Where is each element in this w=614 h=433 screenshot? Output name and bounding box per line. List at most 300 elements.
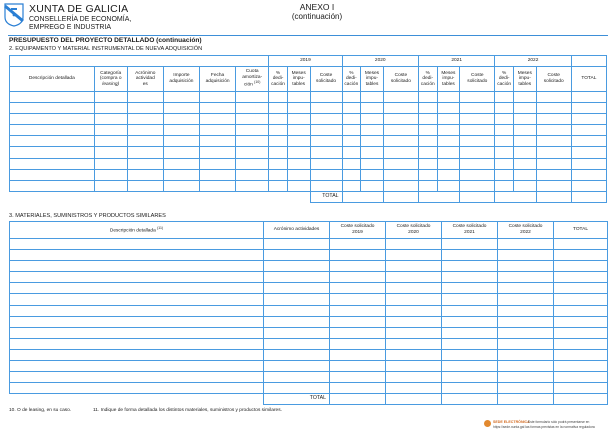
form-cell[interactable] [498,239,554,250]
form-cell[interactable] [163,103,199,114]
form-cell[interactable] [498,283,554,294]
form-cell[interactable] [554,283,608,294]
form-cell[interactable] [10,158,95,169]
form-cell[interactable] [269,180,288,191]
form-cell[interactable] [442,316,498,327]
form-cell[interactable] [10,180,95,191]
form-cell[interactable] [513,147,536,158]
form-cell[interactable] [554,338,608,349]
form-cell[interactable] [287,103,310,114]
col-description: Descripción detallada [10,67,95,92]
form-cell[interactable] [127,147,163,158]
form-cell[interactable] [94,125,127,136]
form-cell[interactable] [264,372,330,383]
form-cell[interactable] [127,103,163,114]
total-cell[interactable] [386,394,442,405]
form-cell[interactable] [418,169,437,180]
total-cell[interactable] [342,191,383,202]
form-cell[interactable] [342,180,361,191]
form-cell[interactable] [498,372,554,383]
form-cell[interactable] [383,103,418,114]
form-cell[interactable] [498,305,554,316]
form-cell[interactable] [163,158,199,169]
form-cell[interactable] [310,147,342,158]
col-pct-2020: % dedi- cación [342,67,361,92]
form-cell[interactable] [442,283,498,294]
form-cell[interactable] [163,114,199,125]
form-cell[interactable] [127,136,163,147]
total-cell[interactable] [383,191,418,202]
form-cell[interactable] [94,147,127,158]
form-cell[interactable] [287,180,310,191]
form-cell[interactable] [383,169,418,180]
col-amount: Importe adquisición [163,67,199,92]
form-cell[interactable] [383,147,418,158]
form-cell[interactable] [330,327,386,338]
form-cell[interactable] [342,114,361,125]
form-cell[interactable] [200,169,236,180]
form-cell[interactable] [571,136,606,147]
form-cell[interactable] [437,147,460,158]
form-cell[interactable] [330,305,386,316]
form-cell[interactable] [554,316,608,327]
form-cell[interactable] [442,372,498,383]
form-cell[interactable] [571,169,606,180]
form-cell[interactable] [361,92,384,103]
form-cell[interactable] [418,92,437,103]
form-cell[interactable] [536,114,571,125]
form-cell[interactable] [361,158,384,169]
form-cell[interactable] [269,169,288,180]
form-cell[interactable] [437,136,460,147]
form-cell[interactable] [536,147,571,158]
form-cell[interactable] [386,239,442,250]
form-cell[interactable] [383,158,418,169]
form-cell[interactable] [442,349,498,360]
form-cell[interactable] [10,261,264,272]
form-cell[interactable] [330,283,386,294]
form-cell[interactable] [10,349,264,360]
form-cell[interactable] [264,261,330,272]
form-cell[interactable] [200,92,236,103]
form-cell[interactable] [554,383,608,394]
form-cell[interactable] [460,125,495,136]
form-cell[interactable] [498,361,554,372]
form-cell[interactable] [495,158,514,169]
form-cell[interactable] [264,383,330,394]
form-cell[interactable] [10,147,95,158]
form-cell[interactable] [460,114,495,125]
form-cell[interactable] [418,158,437,169]
stamp-brand: SEDE ELECTRÓNICA [493,420,530,424]
form-cell[interactable] [287,125,310,136]
form-cell[interactable] [269,103,288,114]
form-cell[interactable] [386,294,442,305]
form-cell[interactable] [571,180,606,191]
table-row [10,169,607,180]
form-cell[interactable] [310,114,342,125]
form-cell[interactable] [163,92,199,103]
form-cell[interactable] [418,103,437,114]
form-cell[interactable] [442,250,498,261]
form-cell[interactable] [437,158,460,169]
form-cell[interactable] [361,147,384,158]
form-cell[interactable] [127,169,163,180]
form-cell[interactable] [269,114,288,125]
form-cell[interactable] [418,180,437,191]
form-cell[interactable] [498,383,554,394]
form-cell[interactable] [310,103,342,114]
form-cell[interactable] [361,180,384,191]
form-cell[interactable] [287,92,310,103]
form-cell[interactable] [361,169,384,180]
form-cell[interactable] [342,169,361,180]
form-cell[interactable] [513,114,536,125]
total-cell[interactable] [495,191,536,202]
form-cell[interactable] [571,158,606,169]
form-cell[interactable] [442,327,498,338]
form-cell[interactable] [310,125,342,136]
form-cell[interactable] [236,169,269,180]
form-cell[interactable] [236,158,269,169]
form-cell[interactable] [554,239,608,250]
form-cell[interactable] [264,283,330,294]
form-cell[interactable] [342,147,361,158]
form-cell[interactable] [554,294,608,305]
form-cell[interactable] [418,125,437,136]
form-cell[interactable] [94,158,127,169]
form-cell[interactable] [513,136,536,147]
form-cell[interactable] [127,158,163,169]
form-cell[interactable] [10,294,264,305]
form-cell[interactable] [442,272,498,283]
form-cell[interactable] [498,349,554,360]
form-cell[interactable] [495,125,514,136]
form-cell[interactable] [264,327,330,338]
form-cell[interactable] [342,136,361,147]
form-cell[interactable] [554,349,608,360]
form-cell[interactable] [10,316,264,327]
form-cell[interactable] [513,92,536,103]
form-cell[interactable] [536,158,571,169]
form-cell[interactable] [200,180,236,191]
form-cell[interactable] [386,349,442,360]
form-cell[interactable] [10,169,95,180]
table-row [10,283,608,294]
form-cell[interactable] [442,261,498,272]
form-cell[interactable] [495,136,514,147]
form-cell[interactable] [383,180,418,191]
form-cell[interactable] [513,180,536,191]
form-cell[interactable] [554,361,608,372]
form-cell[interactable] [342,158,361,169]
form-cell[interactable] [536,103,571,114]
form-cell[interactable] [554,327,608,338]
table-row [10,239,608,250]
form-cell[interactable] [264,250,330,261]
form-cell[interactable] [386,327,442,338]
form-cell[interactable] [310,136,342,147]
form-cell[interactable] [554,261,608,272]
col-category: Categoría (compra o leasing) [94,67,127,92]
form-cell[interactable] [269,125,288,136]
form-cell[interactable] [442,338,498,349]
form-cell[interactable] [498,327,554,338]
form-cell[interactable] [264,272,330,283]
form-cell[interactable] [287,136,310,147]
form-cell[interactable] [264,305,330,316]
form-cell[interactable] [571,114,606,125]
form-cell[interactable] [571,103,606,114]
form-cell[interactable] [442,383,498,394]
form-cell[interactable] [163,180,199,191]
form-cell[interactable] [269,136,288,147]
form-cell[interactable] [495,92,514,103]
form-cell[interactable] [10,383,264,394]
form-cell[interactable] [236,92,269,103]
form-cell[interactable] [536,169,571,180]
form-cell[interactable] [498,338,554,349]
form-cell[interactable] [498,261,554,272]
form-cell[interactable] [10,114,95,125]
form-cell[interactable] [386,261,442,272]
form-cell[interactable] [437,92,460,103]
year-header-2021: 2021 [418,56,494,67]
form-cell[interactable] [513,169,536,180]
form-cell[interactable] [460,103,495,114]
total-cell[interactable] [460,191,495,202]
form-cell[interactable] [94,169,127,180]
form-cell[interactable] [264,349,330,360]
total-cell[interactable] [330,394,386,405]
form-cell[interactable] [442,239,498,250]
form-cell[interactable] [571,125,606,136]
section-title: PRESUPUESTO DEL PROYECTO DETALLADO (continuación) [9,37,202,44]
form-cell[interactable] [330,338,386,349]
form-cell[interactable] [310,169,342,180]
form-cell[interactable] [264,361,330,372]
form-cell[interactable] [460,169,495,180]
form-cell[interactable] [386,250,442,261]
form-cell[interactable] [200,114,236,125]
form-cell[interactable] [513,158,536,169]
form-cell[interactable] [287,147,310,158]
total-cell[interactable] [498,394,554,405]
col-pct-2019: % dedi- cación [269,67,288,92]
form-cell[interactable] [236,114,269,125]
form-cell[interactable] [442,305,498,316]
form-cell[interactable] [386,383,442,394]
stamp-text-1: Este formulario sólo podrá presentarse en [528,420,590,424]
form-cell[interactable] [495,114,514,125]
form-cell[interactable] [383,125,418,136]
form-cell[interactable] [163,125,199,136]
form-cell[interactable] [330,272,386,283]
form-cell[interactable] [330,316,386,327]
form-cell[interactable] [536,125,571,136]
form-cell[interactable] [361,136,384,147]
form-cell[interactable] [163,136,199,147]
form-cell[interactable] [386,272,442,283]
form-cell[interactable] [10,338,264,349]
form-cell[interactable] [330,361,386,372]
form-cell[interactable] [330,383,386,394]
form-cell[interactable] [310,92,342,103]
form-cell[interactable] [554,250,608,261]
form-cell[interactable] [513,125,536,136]
form-cell[interactable] [94,103,127,114]
form-cell[interactable] [269,158,288,169]
form-cell[interactable] [264,338,330,349]
form-cell[interactable] [264,316,330,327]
form-cell[interactable] [571,92,606,103]
form-cell[interactable] [10,272,264,283]
form-cell[interactable] [264,239,330,250]
form-cell[interactable] [127,92,163,103]
form-cell[interactable] [495,180,514,191]
form-cell[interactable] [127,180,163,191]
form-cell[interactable] [383,136,418,147]
form-cell[interactable] [200,147,236,158]
form-cell[interactable] [94,92,127,103]
form-cell[interactable] [437,180,460,191]
form-cell[interactable] [200,158,236,169]
table-row [10,250,608,261]
form-cell[interactable] [310,158,342,169]
form-cell[interactable] [437,125,460,136]
form-cell[interactable] [287,158,310,169]
form-cell[interactable] [498,294,554,305]
form-cell[interactable] [437,169,460,180]
form-cell[interactable] [536,92,571,103]
form-cell[interactable] [127,114,163,125]
form-cell[interactable] [437,114,460,125]
form-cell[interactable] [330,261,386,272]
form-cell[interactable] [236,180,269,191]
form-cell[interactable] [342,92,361,103]
equipment-total-label: TOTAL [310,191,342,202]
form-cell[interactable] [498,250,554,261]
total-cell[interactable] [571,191,606,202]
form-cell[interactable] [236,136,269,147]
form-cell[interactable] [383,92,418,103]
form-cell[interactable] [10,327,264,338]
form-cell[interactable] [386,338,442,349]
form-cell[interactable] [418,114,437,125]
form-cell[interactable] [498,316,554,327]
form-cell[interactable] [94,114,127,125]
form-cell[interactable] [442,294,498,305]
form-cell[interactable] [361,125,384,136]
form-cell[interactable] [554,272,608,283]
form-cell[interactable] [330,294,386,305]
form-cell[interactable] [269,147,288,158]
form-cell[interactable] [200,136,236,147]
total-cell[interactable] [442,394,498,405]
form-cell[interactable] [361,114,384,125]
total-cell[interactable] [554,394,608,405]
form-cell[interactable] [310,180,342,191]
electronic-office-stamp [484,419,609,431]
form-cell[interactable] [10,283,264,294]
form-cell[interactable] [498,272,554,283]
form-cell[interactable] [460,147,495,158]
form-cell[interactable] [536,180,571,191]
col-amortization: Cuota amortiza- ción $^{(10)}$ [236,67,269,92]
form-cell[interactable] [127,125,163,136]
form-cell[interactable] [554,305,608,316]
form-cell[interactable] [495,169,514,180]
form-cell[interactable] [383,114,418,125]
form-cell[interactable] [10,239,264,250]
form-cell[interactable] [10,125,95,136]
form-cell[interactable] [10,305,264,316]
form-cell[interactable] [330,372,386,383]
form-cell[interactable] [10,250,264,261]
form-cell[interactable] [361,103,384,114]
form-cell[interactable] [495,103,514,114]
form-cell[interactable] [287,114,310,125]
form-cell[interactable] [513,103,536,114]
form-cell[interactable] [10,372,264,383]
form-cell[interactable] [236,147,269,158]
form-cell[interactable] [386,372,442,383]
form-cell[interactable] [330,239,386,250]
form-cell[interactable] [342,103,361,114]
form-cell[interactable] [163,147,199,158]
form-cell[interactable] [10,103,95,114]
form-cell[interactable] [10,92,95,103]
form-cell[interactable] [460,92,495,103]
form-cell[interactable] [571,147,606,158]
form-cell[interactable] [554,372,608,383]
form-cell[interactable] [287,169,310,180]
form-cell[interactable] [330,250,386,261]
form-cell[interactable] [418,136,437,147]
form-cell[interactable] [442,361,498,372]
materials-col-description: Descripción detallada $^{(11)}$ [10,222,264,239]
form-cell[interactable] [536,136,571,147]
form-cell[interactable] [200,125,236,136]
form-cell[interactable] [94,180,127,191]
equipment-table [9,55,607,203]
form-cell[interactable] [495,147,514,158]
form-cell[interactable] [386,361,442,372]
form-cell[interactable] [460,158,495,169]
form-cell[interactable] [386,316,442,327]
form-cell[interactable] [342,125,361,136]
table-row [10,349,608,360]
form-cell[interactable] [386,305,442,316]
form-cell[interactable] [330,349,386,360]
form-cell[interactable] [94,136,127,147]
form-cell[interactable] [460,180,495,191]
form-cell[interactable] [386,283,442,294]
form-cell[interactable] [10,361,264,372]
form-cell[interactable] [460,136,495,147]
total-cell[interactable] [536,191,571,202]
form-cell[interactable] [418,147,437,158]
form-cell[interactable] [269,92,288,103]
form-cell[interactable] [236,103,269,114]
form-cell[interactable] [437,103,460,114]
form-cell[interactable] [10,136,95,147]
form-cell[interactable] [200,103,236,114]
form-cell[interactable] [264,294,330,305]
form-cell[interactable] [236,125,269,136]
form-cell[interactable] [163,169,199,180]
total-cell[interactable] [418,191,459,202]
